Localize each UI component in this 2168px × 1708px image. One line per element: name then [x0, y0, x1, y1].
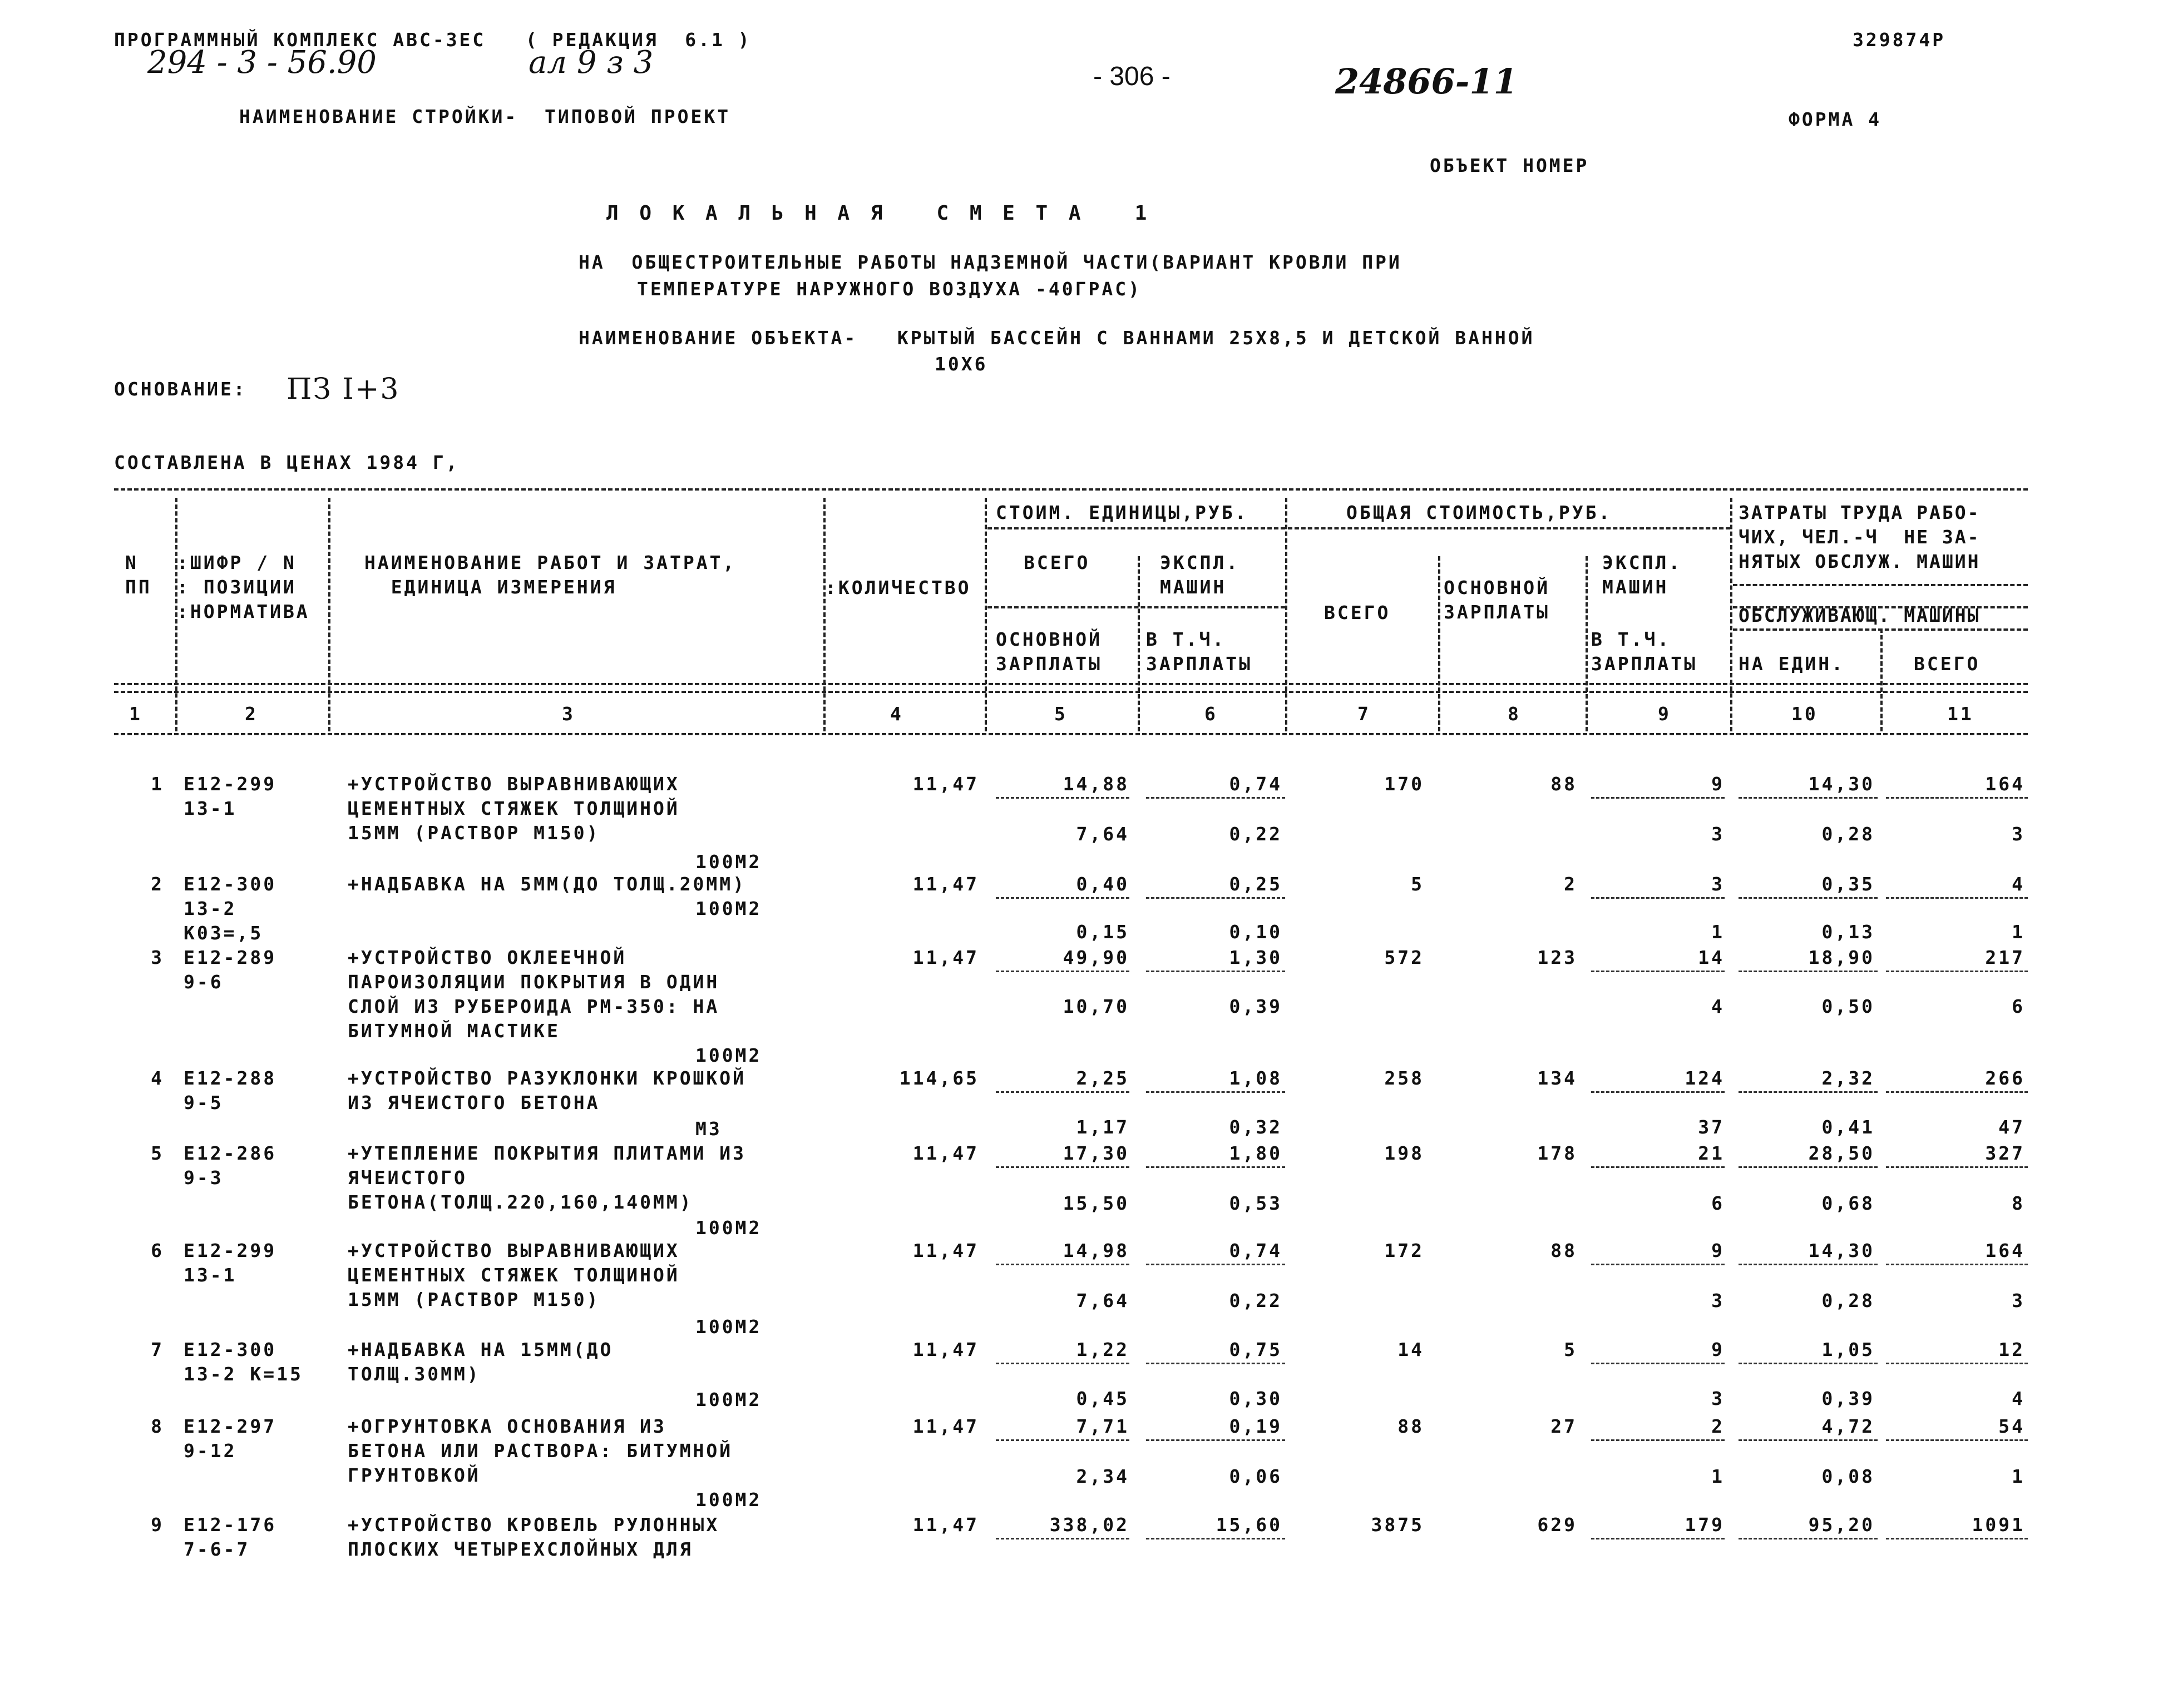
subtotal-rule: [1739, 1166, 1878, 1168]
handwritten-album: ал 9 з 3: [529, 44, 654, 81]
row-total-all: 170: [1384, 773, 1424, 795]
row-unit-wage: 15,50: [1063, 1192, 1129, 1214]
row-labor-total-mach: 4: [2012, 1388, 2025, 1409]
col-header-number: N ПП: [125, 552, 152, 598]
row-unit-wage: 10,70: [1063, 996, 1129, 1017]
row-unit: 100М2: [695, 898, 762, 919]
row-labor-total: 164: [1985, 773, 2025, 795]
subtotal-rule: [1591, 797, 1725, 799]
row-number: 1: [151, 773, 164, 795]
row-unit-incl-wage: 0,22: [1229, 1290, 1282, 1311]
row-unit-machines: 1,08: [1229, 1067, 1282, 1089]
row-unit-machines: 15,60: [1216, 1514, 1282, 1536]
row-number: 8: [151, 1415, 164, 1437]
subtotal-rule: [1886, 1538, 2028, 1539]
row-name: +НАДБАВКА НА 5ММ(ДО ТОЛЩ.20ММ): [348, 873, 747, 895]
row-labor-total-mach: 3: [2012, 1290, 2025, 1311]
header-rule: [1288, 527, 1730, 529]
col-number: 4: [890, 703, 903, 725]
row-number: 3: [151, 947, 164, 968]
col-header-total-wage: ОСНОВНОЙ ЗАРПЛАТЫ: [1444, 577, 1550, 623]
subtotal-rule: [1591, 1091, 1725, 1093]
row-unit-machines: 0,74: [1229, 1240, 1282, 1261]
row-total-wage: 2: [1564, 873, 1577, 895]
subtotal-rule: [1886, 1091, 2028, 1093]
page-number: - 306 -: [1093, 62, 1171, 91]
row-unit-wage: 7,64: [1076, 823, 1129, 845]
row-total-machines: 9: [1711, 773, 1725, 795]
col-number: 10: [1791, 703, 1818, 725]
col-divider: [1730, 498, 1732, 731]
handwritten-doc-number: 24866-11: [1335, 61, 1518, 102]
row-total-machines: 21: [1698, 1142, 1725, 1164]
col-header-labor-all: ВСЕГО: [1914, 653, 1981, 675]
row-labor-unit-mach: 0,68: [1821, 1192, 1875, 1214]
row-unit-incl-wage: 0,32: [1229, 1116, 1282, 1138]
col-divider: [328, 498, 330, 731]
col-header-total-machines: ЭКСПЛ. МАШИН: [1602, 552, 1682, 598]
row-number: 4: [151, 1067, 164, 1089]
row-unit: 100М2: [695, 1489, 762, 1511]
row-total-all: 172: [1384, 1240, 1424, 1261]
col-divider: [985, 498, 987, 731]
row-number: 7: [151, 1339, 164, 1360]
header-bottom-rule: [114, 683, 2028, 685]
document-code: 329874Р: [1853, 29, 1946, 51]
row-total-machines: 179: [1685, 1514, 1725, 1536]
col-header-labor-sub: ОБСЛУЖИВАЮЩ. МАШИНЫ: [1739, 605, 1981, 626]
col-divider: [1880, 628, 1883, 731]
subtotal-rule: [1886, 897, 2028, 899]
subtotal-rule: [1146, 1166, 1285, 1168]
subtotal-rule: [1886, 1264, 2028, 1265]
row-labor-total: 4: [2012, 873, 2025, 895]
col-header-labor: ЗАТРАТЫ ТРУДА РАБО- ЧИХ, ЧЕЛ.-Ч НЕ ЗА- НЯТЫХ ОБСЛУЖ. МАШИН: [1739, 502, 1981, 572]
row-unit-total: 1,22: [1076, 1339, 1129, 1360]
row-total-all: 3875: [1371, 1514, 1424, 1536]
row-name: +УСТРОЙСТВО ОКЛЕЕЧНОЙ ПАРОИЗОЛЯЦИИ ПОКРЫТИЯ В ОДИН СЛОЙ ИЗ РУБЕРОИДА РМ-350: НА БИТУМНОЙ МАСТИКЕ: [348, 947, 720, 1042]
row-labor-total-mach: 47: [1998, 1116, 2025, 1138]
row-unit-total: 49,90: [1063, 947, 1129, 968]
subtotal-rule: [1886, 797, 2028, 799]
subtotal-rule: [1146, 797, 1285, 799]
subtotal-rule: [1591, 1363, 1725, 1364]
row-total-machines: 14: [1698, 947, 1725, 968]
row-labor-unit-mach: 0,28: [1821, 823, 1875, 845]
row-quantity: 11,47: [912, 1339, 979, 1360]
row-unit: 100М2: [695, 1044, 762, 1066]
row-name: +УСТРОЙСТВО ВЫРАВНИВАЮЩИХ ЦЕМЕНТНЫХ СТЯЖЕК ТОЛЩИНОЙ 15ММ (РАСТВОР М150): [348, 1240, 680, 1310]
row-quantity: 11,47: [912, 1240, 979, 1261]
row-labor-unit-mach: 0,13: [1821, 921, 1875, 943]
row-labor-unit: 14,30: [1808, 773, 1875, 795]
row-labor-unit: 14,30: [1808, 1240, 1875, 1261]
subtotal-rule: [1146, 1538, 1285, 1539]
row-total-incl-wage: 3: [1711, 823, 1725, 845]
col-header-unit-total: ВСЕГО: [1024, 552, 1090, 573]
row-labor-total: 327: [1985, 1142, 2025, 1164]
row-total-wage: 134: [1537, 1067, 1577, 1089]
row-labor-unit: 2,32: [1821, 1067, 1875, 1089]
row-unit-wage: 7,64: [1076, 1290, 1129, 1311]
row-unit-wage: 2,34: [1076, 1466, 1129, 1487]
row-quantity: 114,65: [899, 1067, 979, 1089]
col-number: 3: [562, 703, 575, 725]
row-total-incl-wage: 4: [1711, 996, 1725, 1017]
col-header-unit-wage: ОСНОВНОЙ ЗАРПЛАТЫ: [996, 628, 1102, 675]
subtotal-rule: [996, 1439, 1129, 1441]
row-unit: 100М2: [695, 1316, 762, 1338]
col-number: 7: [1357, 703, 1371, 725]
row-code: Е12-299 13-1: [184, 773, 277, 819]
col-header-unit-cost: СТОИМ. ЕДИНИЦЫ,РУБ.: [996, 502, 1248, 523]
row-labor-unit: 1,05: [1821, 1339, 1875, 1360]
col-divider: [1438, 556, 1440, 731]
row-code: Е12-300 13-2 К=15: [184, 1339, 303, 1385]
subtotal-rule: [1146, 1363, 1285, 1364]
row-labor-unit-mach: 0,39: [1821, 1388, 1875, 1409]
row-number: 6: [151, 1240, 164, 1261]
row-unit: 100М2: [695, 851, 762, 873]
row-total-wage: 5: [1564, 1339, 1577, 1360]
subtotal-rule: [996, 1091, 1129, 1093]
col-number: 1: [129, 703, 142, 725]
row-number: 2: [151, 873, 164, 895]
row-total-machines: 9: [1711, 1240, 1725, 1261]
row-labor-unit: 0,35: [1821, 873, 1875, 895]
row-code: Е12-300 13-2 К03=,5: [184, 873, 277, 944]
row-name: +ОГРУНТОВКА ОСНОВАНИЯ ИЗ БЕТОНА ИЛИ РАСТВОРА: БИТУМНОЙ ГРУНТОВКОЙ: [348, 1415, 733, 1486]
col-header-total-cost: ОБЩАЯ СТОИМОСТЬ,РУБ.: [1346, 502, 1612, 523]
row-unit-machines: 1,30: [1229, 947, 1282, 968]
col-number: 8: [1508, 703, 1521, 725]
subtotal-rule: [1739, 1363, 1878, 1364]
header-rule: [987, 606, 1285, 608]
row-code: Е12-288 9-5: [184, 1067, 277, 1113]
row-quantity: 11,47: [912, 773, 979, 795]
subtotal-rule: [1886, 1363, 2028, 1364]
row-labor-total: 12: [1998, 1339, 2025, 1360]
row-unit-wage: 0,15: [1076, 921, 1129, 943]
subtotal-rule: [1146, 1439, 1285, 1441]
subtotal-rule: [1591, 897, 1725, 899]
row-quantity: 11,47: [912, 947, 979, 968]
subtotal-rule: [996, 797, 1129, 799]
row-labor-unit-mach: 0,28: [1821, 1290, 1875, 1311]
row-unit-incl-wage: 0,06: [1229, 1466, 1282, 1487]
handwritten-project-code: 294 - 3 - 56.90: [147, 44, 377, 81]
row-total-machines: 9: [1711, 1339, 1725, 1360]
subtotal-rule: [1886, 971, 2028, 972]
col-header-total-incl-wage: В Т.Ч. ЗАРПЛАТЫ: [1591, 628, 1697, 675]
row-unit-total: 14,88: [1063, 773, 1129, 795]
row-name: +УСТРОЙСТВО КРОВЕЛЬ РУЛОННЫХ ПЛОСКИХ ЧЕТЫРЕХСЛОЙНЫХ ДЛЯ: [348, 1514, 720, 1560]
header-rule: [987, 527, 1285, 529]
row-unit-total: 0,40: [1076, 873, 1129, 895]
row-unit-wage: 0,45: [1076, 1388, 1129, 1409]
col-number: 9: [1658, 703, 1671, 725]
row-labor-total-mach: 3: [2012, 823, 2025, 845]
col-header-unit-machines: ЭКСПЛ. МАШИН: [1160, 552, 1240, 598]
row-total-incl-wage: 6: [1711, 1192, 1725, 1214]
col-divider: [823, 498, 826, 731]
subtotal-rule: [996, 1363, 1129, 1364]
subtitle-line-1: НА ОБЩЕСТРОИТЕЛЬНЫЕ РАБОТЫ НАДЗЕМНОЙ ЧАСТИ(ВАРИАНТ КРОВЛИ ПРИ: [579, 251, 1402, 273]
row-unit-total: 7,71: [1076, 1415, 1129, 1437]
subtotal-rule: [1886, 1439, 2028, 1441]
row-unit: 100М2: [695, 1389, 762, 1410]
row-unit: 100М2: [695, 1217, 762, 1239]
row-quantity: 11,47: [912, 1514, 979, 1536]
row-labor-unit-mach: 0,41: [1821, 1116, 1875, 1138]
subtotal-rule: [1739, 797, 1878, 799]
col-header-total-all: ВСЕГО: [1324, 602, 1391, 623]
row-unit-total: 17,30: [1063, 1142, 1129, 1164]
subtotal-rule: [996, 1538, 1129, 1539]
col-divider: [1138, 556, 1140, 731]
col-header-code: :ШИФР / N : ПОЗИЦИИ :НОРМАТИВА: [177, 552, 310, 622]
row-code: Е12-299 13-1: [184, 1240, 277, 1286]
row-code: Е12-176 7-6-7: [184, 1514, 277, 1560]
row-labor-total: 266: [1985, 1067, 2025, 1089]
row-total-incl-wage: 1: [1711, 921, 1725, 943]
subtotal-rule: [1591, 1264, 1725, 1265]
row-total-wage: 88: [1550, 773, 1577, 795]
row-total-machines: 3: [1711, 873, 1725, 895]
row-unit-incl-wage: 0,53: [1229, 1192, 1282, 1214]
row-total-all: 258: [1384, 1067, 1424, 1089]
row-labor-total-mach: 8: [2012, 1192, 2025, 1214]
form-label: ФОРМА 4: [1789, 108, 1882, 130]
row-labor-unit: 18,90: [1808, 947, 1875, 968]
basis-value: ПЗ I+3: [287, 373, 400, 406]
row-total-wage: 629: [1537, 1514, 1577, 1536]
row-unit-incl-wage: 0,39: [1229, 996, 1282, 1017]
row-total-all: 198: [1384, 1142, 1424, 1164]
subtotal-rule: [1739, 971, 1878, 972]
row-labor-total: 217: [1985, 947, 2025, 968]
object-number: ОБЪЕКТ НОМЕР: [1430, 155, 1589, 176]
row-unit-incl-wage: 0,30: [1229, 1388, 1282, 1409]
row-code: Е12-286 9-3: [184, 1142, 277, 1189]
row-name: +УСТРОЙСТВО ВЫРАВНИВАЮЩИХ ЦЕМЕНТНЫХ СТЯЖЕК ТОЛЩИНОЙ 15ММ (РАСТВОР М150): [348, 773, 680, 844]
subtotal-rule: [1591, 971, 1725, 972]
col-number: 11: [1947, 703, 1974, 725]
subtotal-rule: [1739, 1439, 1878, 1441]
subtotal-rule: [1739, 897, 1878, 899]
col-header-labor-unit: НА ЕДИН.: [1739, 653, 1845, 675]
page-title: Л О К А Л Ь Н А Я С М Е Т А 1: [606, 202, 1152, 225]
number-row-rule: [114, 733, 2028, 735]
col-divider: [1285, 498, 1287, 731]
row-quantity: 11,47: [912, 873, 979, 895]
subtotal-rule: [1146, 1091, 1285, 1093]
header-rule: [1733, 584, 2028, 586]
row-name: +НАДБАВКА НА 15ММ(ДО ТОЛЩ.30ММ): [348, 1339, 614, 1385]
row-unit-incl-wage: 0,10: [1229, 921, 1282, 943]
row-labor-total: 1091: [1972, 1514, 2025, 1536]
subtotal-rule: [1739, 1538, 1878, 1539]
row-labor-unit-mach: 0,08: [1821, 1466, 1875, 1487]
row-total-incl-wage: 37: [1698, 1116, 1725, 1138]
subtitle-line-2: ТЕМПЕРАТУРЕ НАРУЖНОГО ВОЗДУХА -40ГРАС): [637, 278, 1142, 300]
subtotal-rule: [1591, 1166, 1725, 1168]
row-total-all: 5: [1411, 873, 1424, 895]
row-total-wage: 178: [1537, 1142, 1577, 1164]
col-header-name: НАИМЕНОВАНИЕ РАБОТ И ЗАТРАТ, ЕДИНИЦА ИЗМЕРЕНИЯ: [364, 552, 737, 598]
subtotal-rule: [1886, 1166, 2028, 1168]
row-labor-total-mach: 6: [2012, 996, 2025, 1017]
header-rule: [1733, 628, 2028, 631]
construction-name: НАИМЕНОВАНИЕ СТРОЙКИ- ТИПОВОЙ ПРОЕКТ: [239, 106, 731, 127]
subtotal-rule: [1739, 1264, 1878, 1265]
col-number: 5: [1054, 703, 1068, 725]
subtotal-rule: [1146, 1264, 1285, 1265]
subtotal-rule: [1146, 897, 1285, 899]
row-total-incl-wage: 3: [1711, 1290, 1725, 1311]
subtotal-rule: [1739, 1091, 1878, 1093]
basis-label: ОСНОВАНИЕ:: [114, 378, 247, 400]
row-unit-incl-wage: 0,22: [1229, 823, 1282, 845]
col-number: 6: [1204, 703, 1218, 725]
col-number: 2: [245, 703, 258, 725]
row-total-wage: 27: [1550, 1415, 1577, 1437]
subtotal-rule: [1591, 1538, 1725, 1539]
object-name-line-2: 10Х6: [935, 353, 988, 375]
row-labor-total: 54: [1998, 1415, 2025, 1437]
subtotal-rule: [996, 897, 1129, 899]
header-bottom-rule-2: [114, 691, 2028, 693]
row-total-all: 14: [1397, 1339, 1424, 1360]
row-quantity: 11,47: [912, 1415, 979, 1437]
row-unit-machines: 0,75: [1229, 1339, 1282, 1360]
object-name-line-1: НАИМЕНОВАНИЕ ОБЪЕКТА- КРЫТЫЙ БАССЕЙН С ВАННАМИ 25Х8,5 И ДЕТСКОЙ ВАННОЙ: [579, 327, 1535, 349]
row-total-incl-wage: 1: [1711, 1466, 1725, 1487]
row-labor-total-mach: 1: [2012, 921, 2025, 943]
subtotal-rule: [1591, 1439, 1725, 1441]
row-total-incl-wage: 3: [1711, 1388, 1725, 1409]
row-total-all: 572: [1384, 947, 1424, 968]
row-labor-unit: 4,72: [1821, 1415, 1875, 1437]
row-unit-machines: 0,74: [1229, 773, 1282, 795]
row-labor-unit: 95,20: [1808, 1514, 1875, 1536]
row-total-all: 88: [1397, 1415, 1424, 1437]
row-labor-total-mach: 1: [2012, 1466, 2025, 1487]
prices-note: СОСТАВЛЕНА В ЦЕНАХ 1984 Г,: [114, 452, 460, 473]
subtotal-rule: [996, 1166, 1129, 1168]
row-unit: М3: [695, 1118, 722, 1140]
col-header-quantity: :КОЛИЧЕСТВО: [825, 577, 971, 598]
row-labor-total: 164: [1985, 1240, 2025, 1261]
subtotal-rule: [996, 971, 1129, 972]
row-total-machines: 2: [1711, 1415, 1725, 1437]
row-unit-total: 2,25: [1076, 1067, 1129, 1089]
row-labor-unit-mach: 0,50: [1821, 996, 1875, 1017]
table-top-rule: [114, 488, 2028, 491]
row-unit-machines: 1,80: [1229, 1142, 1282, 1164]
row-unit-total: 338,02: [1049, 1514, 1129, 1536]
col-header-unit-incl-wage: В Т.Ч. ЗАРПЛАТЫ: [1146, 628, 1252, 675]
row-unit-machines: 0,19: [1229, 1415, 1282, 1437]
row-labor-unit: 28,50: [1808, 1142, 1875, 1164]
row-code: Е12-297 9-12: [184, 1415, 277, 1462]
row-total-wage: 88: [1550, 1240, 1577, 1261]
row-total-wage: 123: [1537, 947, 1577, 968]
row-name: +УТЕПЛЕНИЕ ПОКРЫТИЯ ПЛИТАМИ ИЗ ЯЧЕИСТОГО БЕТОНА(ТОЛЩ.220,160,140ММ): [348, 1142, 747, 1213]
row-unit-wage: 1,17: [1076, 1116, 1129, 1138]
program-title: ПРОГРАММНЫЙ КОМПЛЕКС АВС-3ЕС ( РЕДАКЦИЯ 6.1 ): [114, 29, 752, 51]
col-divider: [1586, 556, 1588, 731]
subtotal-rule: [1146, 971, 1285, 972]
row-total-machines: 124: [1685, 1067, 1725, 1089]
row-quantity: 11,47: [912, 1142, 979, 1164]
row-number: 5: [151, 1142, 164, 1164]
row-unit-total: 14,98: [1063, 1240, 1129, 1261]
row-code: Е12-289 9-6: [184, 947, 277, 993]
row-name: +УСТРОЙСТВО РАЗУКЛОНКИ КРОШКОЙ ИЗ ЯЧЕИСТОГО БЕТОНА: [348, 1067, 747, 1113]
subtotal-rule: [996, 1264, 1129, 1265]
row-number: 9: [151, 1514, 164, 1536]
row-unit-machines: 0,25: [1229, 873, 1282, 895]
